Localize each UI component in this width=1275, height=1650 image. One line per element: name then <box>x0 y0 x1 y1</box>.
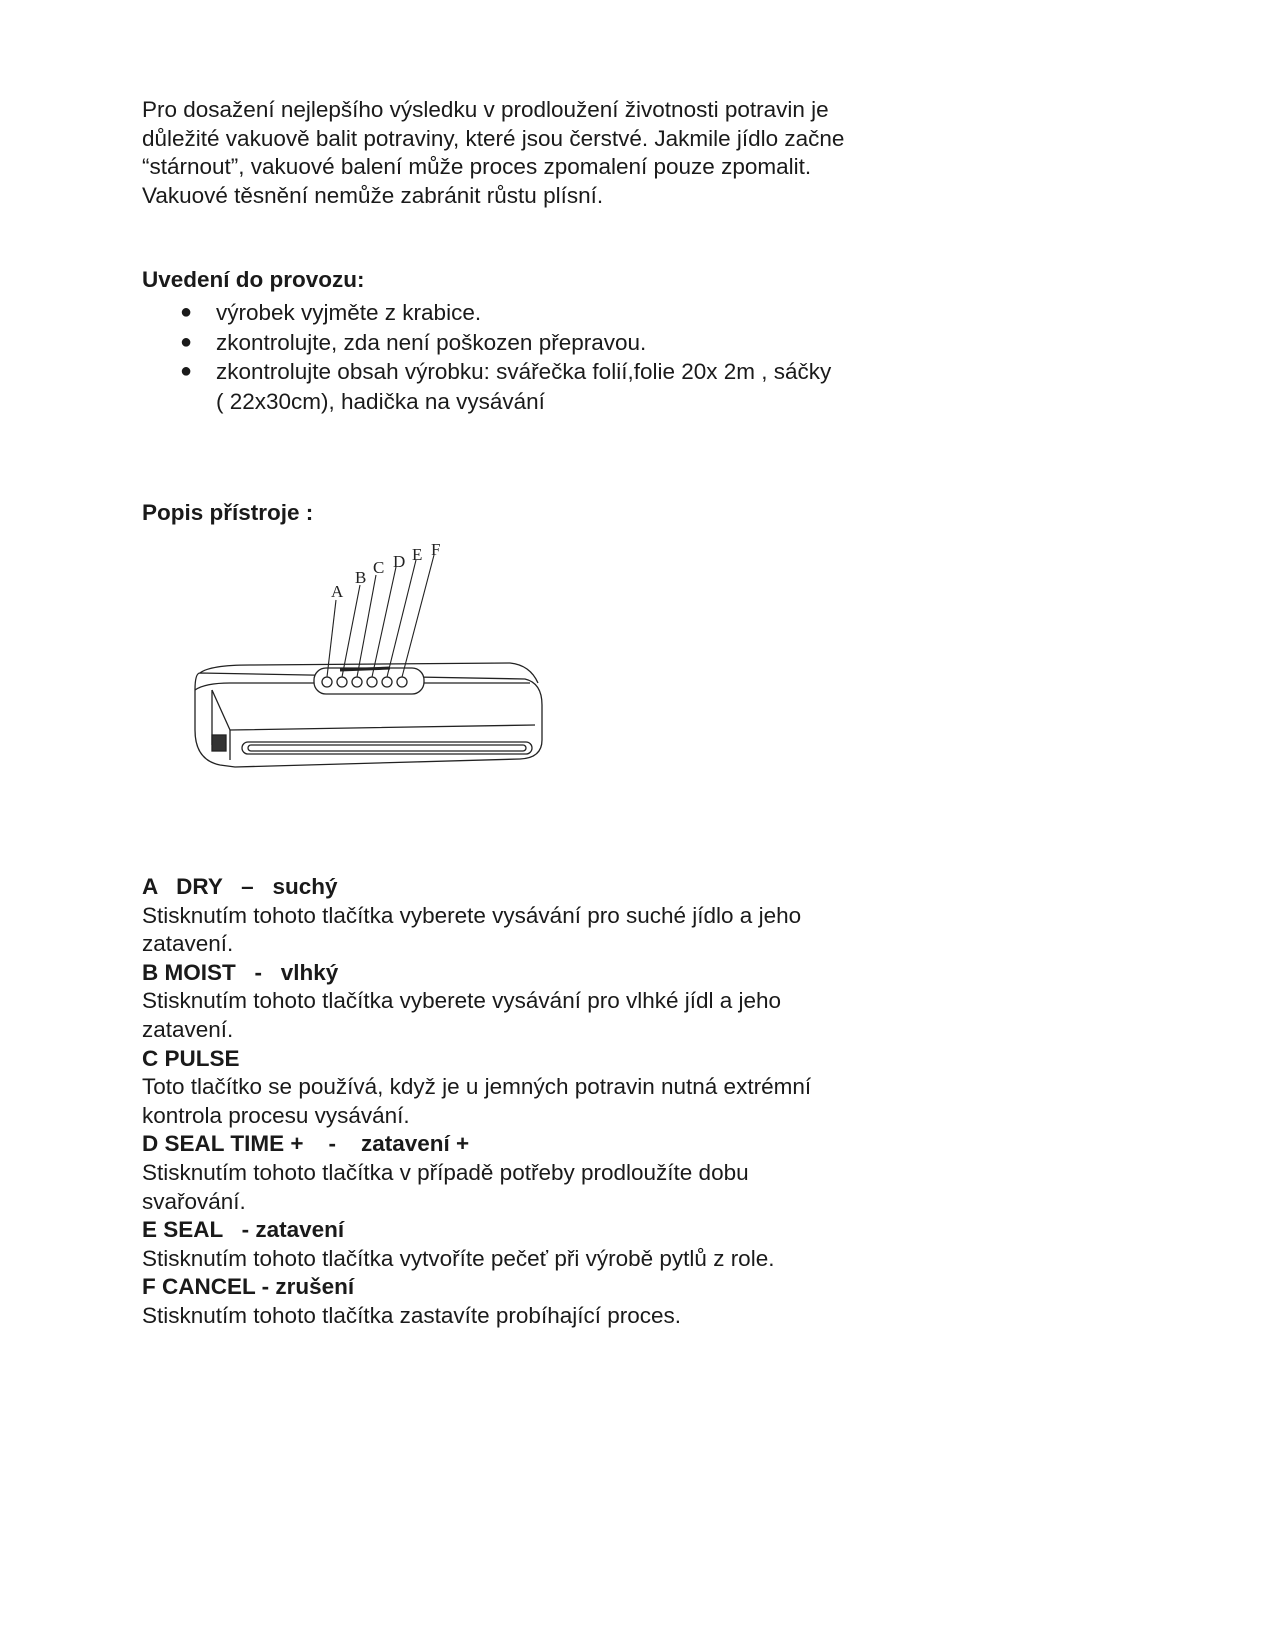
definition-term: B MOIST - vlhký <box>142 959 339 985</box>
diagram-label-e: E <box>412 545 423 564</box>
intro-paragraph <box>142 96 942 210</box>
list-item-text: výrobek vyjměte z krabice. <box>216 300 482 325</box>
definition-term: E SEAL - zatavení <box>142 1217 345 1243</box>
list-item <box>142 357 942 416</box>
definition-text: svařování. <box>142 1188 246 1214</box>
definition-text: zatavení. <box>142 1016 234 1042</box>
button-definitions <box>142 873 962 1331</box>
setup-list <box>142 298 942 416</box>
diagram-label-f: F <box>431 540 441 559</box>
setup-heading: Uvedení do provozu: <box>142 267 365 292</box>
list-item-text: ( 22x30cm), hadička na vysávání <box>216 388 545 414</box>
intro-line: Vakuové těsnění nemůže zabránit růstu plísní. <box>142 182 604 208</box>
bullet-icon: ● <box>180 330 193 353</box>
definition-term: F CANCEL - zrušení <box>142 1274 355 1300</box>
list-item-text: zkontrolujte, zda není poškozen přepravou. <box>216 329 647 355</box>
intro-line: Pro dosažení nejlepšího výsledku v prodloužení životnosti potravin je <box>142 97 829 122</box>
list-item <box>142 298 942 328</box>
diagram-label-a: A <box>331 582 344 601</box>
definition-text: zatavení. <box>142 931 234 957</box>
definition-term: A DRY – suchý <box>142 874 338 899</box>
definition-text: Stisknutím tohoto tlačítka zastavíte probíhající proces. <box>142 1302 682 1328</box>
bullet-icon: ● <box>180 360 193 382</box>
definition-term: D SEAL TIME + - zatavení + <box>142 1131 470 1157</box>
definition-text: Toto tlačítko se používá, když je u jemných potravin nutná extrémní <box>142 1074 812 1100</box>
definition-text: kontrola procesu vysávání. <box>142 1102 410 1128</box>
bullet-icon: ● <box>180 301 193 323</box>
diagram-label-b: B <box>355 568 367 587</box>
definition-text: Stisknutím tohoto tlačítka vyberete vysávání pro vlhké jídl a jeho <box>142 988 782 1014</box>
diagram-label-c: C <box>373 558 385 577</box>
definition-text: Stisknutím tohoto tlačítka vyberete vysávání pro suché jídlo a jeho <box>142 902 802 928</box>
vacuum-sealer-diagram <box>190 540 570 815</box>
definition-text: Stisknutím tohoto tlačítka v případě potřeby prodloužíte dobu <box>142 1159 749 1185</box>
intro-line: “stárnout”, vakuové balení může proces zpomalení pouze zpomalit. <box>142 154 812 179</box>
definition-text: Stisknutím tohoto tlačítka vytvoříte pečeť při výrobě pytlů z role. <box>142 1245 775 1271</box>
diagram-label-d: D <box>393 552 406 571</box>
definition-term: C PULSE <box>142 1045 240 1071</box>
list-item-text: zkontrolujte obsah výrobku: svářečka folií,folie 20x 2m , sáčky <box>216 359 832 384</box>
description-heading: Popis přístroje : <box>142 500 314 525</box>
list-item <box>142 328 942 358</box>
intro-line: důležité vakuově balit potraviny, které jsou čerstvé. Jakmile jídlo začne <box>142 125 845 151</box>
